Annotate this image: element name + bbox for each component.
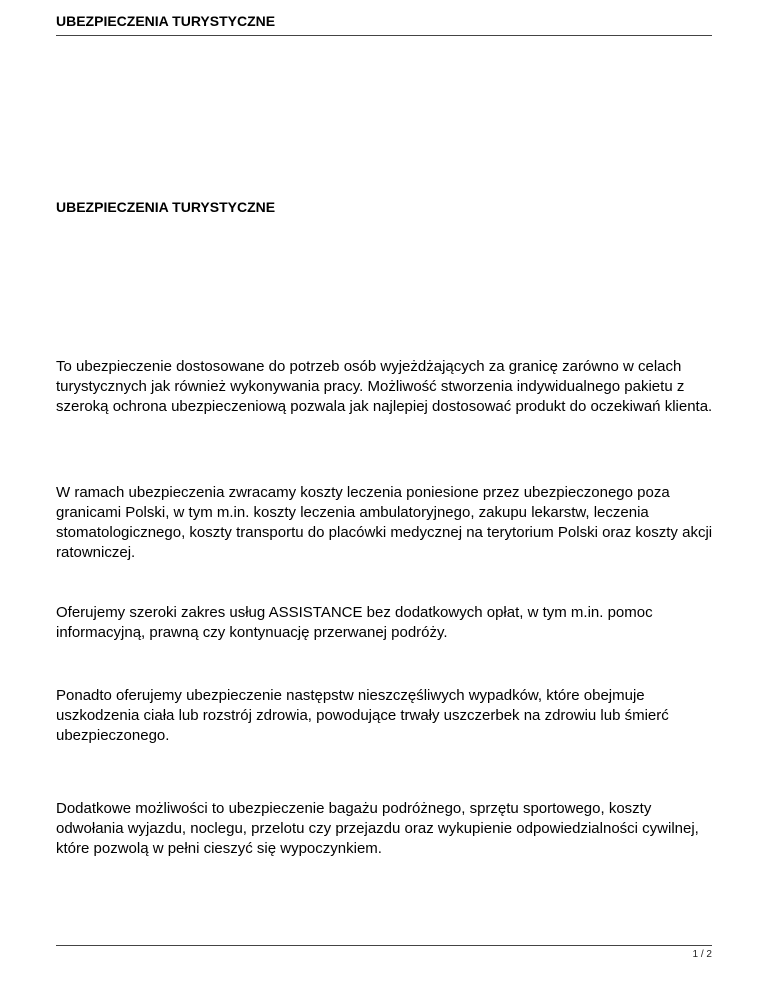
document-title: UBEZPIECZENIA TURYSTYCZNE: [56, 199, 276, 215]
page-number: 1 / 2: [692, 949, 712, 960]
paragraph-medical-costs: W ramach ubezpieczenia zwracamy koszty leczenia poniesione przez ubezpieczonego poza granicami Polski, w tym m.in. koszty leczenia ambulatoryjnego, zakupu lekarstw, leczenia stomatologicznego, koszty transportu do placówki medycznej na terytorium Polski oraz koszty akcji ratowniczej.: [56, 484, 713, 561]
running-header: UBEZPIECZENIA TURYSTYCZNE: [56, 13, 276, 29]
header-divider: [56, 35, 712, 36]
footer-divider: [56, 945, 712, 946]
paragraph-intro: To ubezpieczenie dostosowane do potrzeb osób wyjeżdżających za granicę zarówno w celach turystycznych jak również wykonywania pracy. Możliwość stworzenia indywidualnego pakietu z szeroką ochrona ubezpieczeniową pozwala jak najlepiej dostosować produkt do oczekiwań klienta.: [56, 358, 713, 415]
paragraph-accident-insurance: Ponadto oferujemy ubezpieczenie następstw nieszczęśliwych wypadków, które obejmuje uszkodzenia ciała lub rozstrój zdrowia, powodujące trwały uszczerbek na zdrowiu lub śmierć ubezpieczonego.: [56, 687, 669, 744]
paragraph-assistance: Oferujemy szeroki zakres usług ASSISTANCE bez dodatkowych opłat, w tym m.in. pomoc informacyjną, prawną czy kontynuację przerwanej podróży.: [56, 604, 653, 641]
paragraph-additional-options: Dodatkowe możliwości to ubezpieczenie bagażu podróżnego, sprzętu sportowego, koszty odwołania wyjazdu, noclegu, przelotu czy przejazdu oraz wykupienie odpowiedzialności cywilnej, które pozwolą w pełni cieszyć się wypoczynkiem.: [56, 800, 699, 857]
